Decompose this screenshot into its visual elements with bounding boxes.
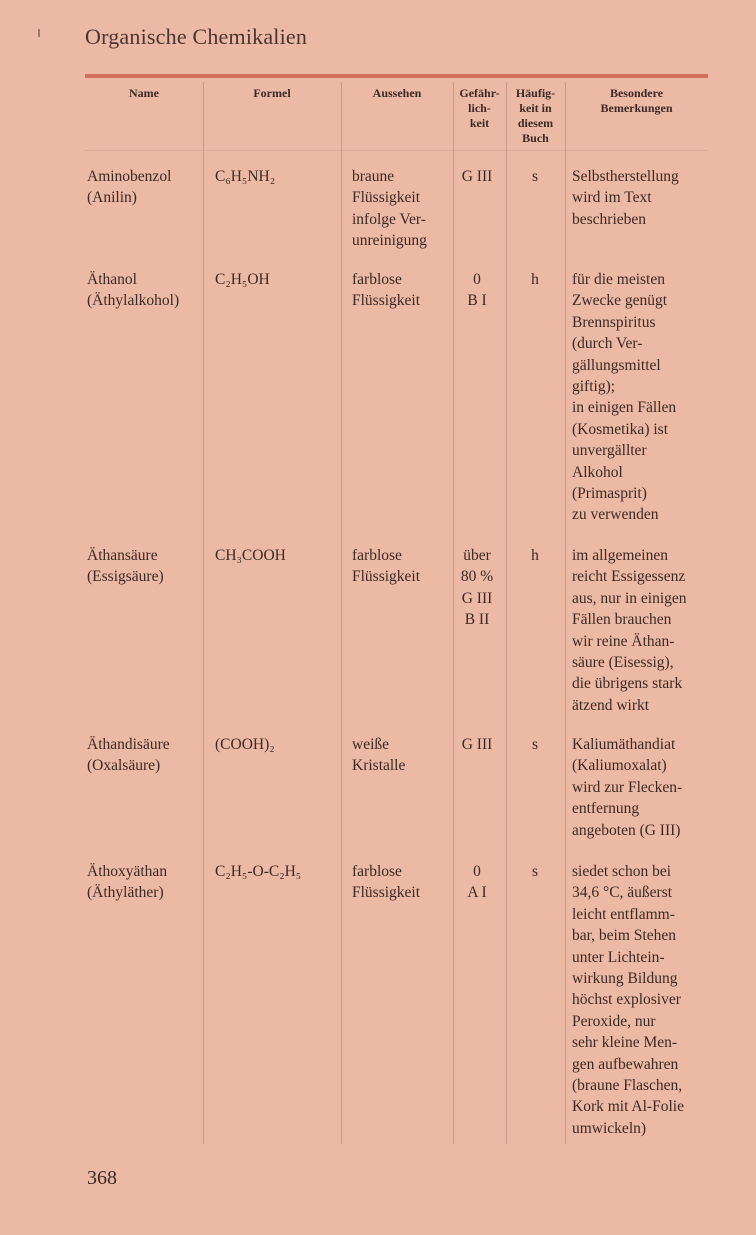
header-appearance: Aussehen [372, 86, 422, 100]
frequency: h [531, 271, 539, 288]
header-divider [85, 150, 708, 151]
remarks: siedet schon bei 34,6 °C, äußerst leicht entflamm- bar, beim Stehen unter Lichtein- wirkung Bildung höchst explosiver Peroxide, nur sehr kleine Men- gen aufbewahren (braune Flaschen, Kork mit Al-Folie umwickeln) [572, 863, 684, 1137]
column-divider [341, 82, 342, 1144]
margin-mark [38, 29, 40, 37]
appearance: farblose Flüssigkeit [352, 863, 421, 902]
header-danger: Gefähr- lich- keit [459, 86, 500, 130]
header-name: Name [129, 86, 159, 100]
danger-class: G III [461, 736, 493, 753]
column-divider [565, 82, 566, 1144]
chemical-formula: CH₃COOH [215, 547, 286, 564]
chemical-name: Äthoxyäthan (Äthyläther) [87, 863, 168, 902]
chemical-name: Äthandisäure (Oxalsäure) [87, 736, 170, 775]
remarks: Kaliumäthandiat (Kaliumoxalat) wird zur Flecken- entfernung angeboten (G III) [572, 736, 683, 839]
remarks: im allgemeinen reicht Essigessenz aus, nur in einigen Fällen brauchen wir reine Äthan- säure (Eisessig), die übrigens stark ätzend wirkt [572, 547, 687, 714]
chemical-formula: C₂H₅OH [215, 271, 270, 288]
page-number: 368 [87, 1167, 117, 1189]
frequency: s [531, 168, 539, 185]
frequency: s [531, 863, 539, 880]
frequency: s [531, 736, 539, 753]
frequency: h [531, 547, 539, 564]
danger-class: G III [461, 168, 493, 185]
chemical-name: Äthansäure (Essigsäure) [87, 547, 164, 586]
header-rule [85, 74, 708, 78]
appearance: weiße Kristalle [352, 736, 406, 775]
header-frequency: Häufig- keit in diesem Buch [515, 86, 556, 145]
chemical-formula: C₂H₅-O-C₂H₅ [215, 863, 302, 880]
running-title: Organische Chemikalien [85, 24, 308, 49]
chemical-name: Aminobenzol (Anilin) [87, 168, 172, 207]
chemical-formula: C₆H₅NH₂ [215, 168, 276, 185]
appearance: farblose Flüssigkeit [352, 271, 421, 310]
remarks: für die meisten Zwecke genügt Brennspiritus (durch Ver- gällungsmittel giftig); in einigen Fällen (Kosmetika) ist unvergällter Alkohol (Primasprit) zu verwenden [572, 271, 677, 524]
column-divider [203, 82, 204, 1144]
appearance: braune Flüssigkeit infolge Ver- unreinigung [352, 168, 427, 250]
appearance: farblose Flüssigkeit [352, 547, 421, 586]
header-notes: Besondere Bemerkungen [600, 86, 673, 115]
header-formula: Formel [253, 86, 291, 100]
column-divider [506, 82, 507, 1144]
chemical-name: Äthanol (Äthylalkohol) [87, 271, 180, 310]
danger-class: über 80 % G III B II [460, 547, 494, 629]
chemical-formula: (COOH)₂ [215, 736, 275, 753]
remarks: Selbstherstellung wird im Text beschrieben [572, 168, 679, 228]
danger-class: 0 B I [467, 271, 487, 310]
danger-class: 0 A I [467, 863, 487, 902]
